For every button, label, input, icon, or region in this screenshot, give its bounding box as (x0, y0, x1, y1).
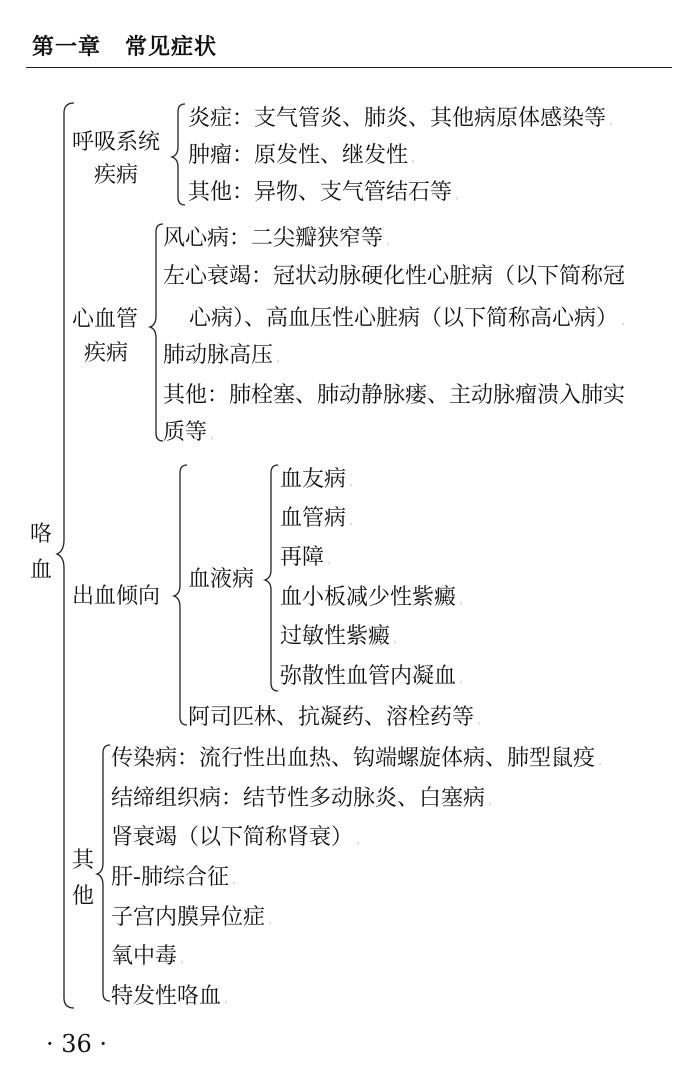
group2-line: 风心病：二尖瓣狭窄等 ◦ (163, 226, 391, 251)
blood-disease-item: 血小板减少性紫癜 ◦ (280, 585, 464, 610)
group1-item: 其他：异物、支气管结石等 ◦ (188, 180, 460, 205)
group4-item: 肾衰竭（以下简称肾衰） ◦ (111, 825, 361, 850)
root-label: 咯血 (30, 522, 53, 583)
group4-item: 子宫内膜异位症 ◦ (111, 905, 273, 930)
group1-item: 肿瘤：原发性、继发性 ◦ (188, 143, 416, 168)
blood-disease-label: 血液病 (188, 567, 255, 592)
chapter-title: 常见症状 (125, 35, 218, 60)
blood-disease-item: 弥散性血管内凝血 ◦ (280, 664, 464, 689)
group4-item: 氧中毒 ◦ (111, 944, 185, 969)
group2-line: 质等 ◦ (163, 420, 215, 445)
group2-line: 其他：肺栓塞、肺动静脉瘘、主动脉瘤溃入肺实 (163, 383, 626, 408)
group1-brace (172, 104, 185, 205)
chapter-number: 第一章 (32, 35, 102, 60)
group2-brace (150, 224, 163, 441)
group2-line: 肺动脉高压 ◦ (163, 343, 281, 368)
group4-label: 其他 (72, 848, 95, 909)
group4-item: 特发性咯血 ◦ (111, 984, 229, 1009)
group2-label-line2: 疾病 (84, 341, 129, 366)
group2-line: 心病）、高血压性心脏病（以下简称高心病） ◦ (189, 306, 626, 331)
blood-disease-item: 再障 ◦ (280, 545, 332, 570)
group2-line: 左心衰竭：冠状动脉硬化性心脏病（以下简称冠 (163, 264, 626, 289)
group4-item: 肝-肺综合征 ◦ (111, 865, 237, 890)
group1-label-line1: 呼吸系统 (72, 130, 161, 155)
group3-other-item: 阿司匹林、抗凝药、溶栓药等 ◦ (188, 705, 482, 730)
page-number: · 36 · (46, 1030, 108, 1058)
group4-item: 传染病：流行性出血热、钩端螺旋体病、肺型鼠疫 ◦ (111, 746, 603, 771)
group1-item: 炎症：支气管炎、肺炎、其他病原体感染等 ◦ (188, 106, 614, 131)
group2-label-line1: 心血管 (72, 307, 139, 332)
blood-disease-brace (265, 465, 278, 691)
group4-item: 结缔组织病：结节性多动脉炎、白塞病 ◦ (111, 786, 493, 811)
group4-brace (97, 745, 110, 1001)
group3-brace (174, 465, 187, 725)
blood-disease-item: 血管病 ◦ (280, 506, 354, 531)
group1-label-line2: 疾病 (94, 163, 139, 188)
blood-disease-item: 过敏性紫癜 ◦ (280, 624, 398, 649)
blood-disease-item: 血友病 ◦ (280, 467, 354, 492)
group3-label: 出血倾向 (72, 584, 161, 609)
